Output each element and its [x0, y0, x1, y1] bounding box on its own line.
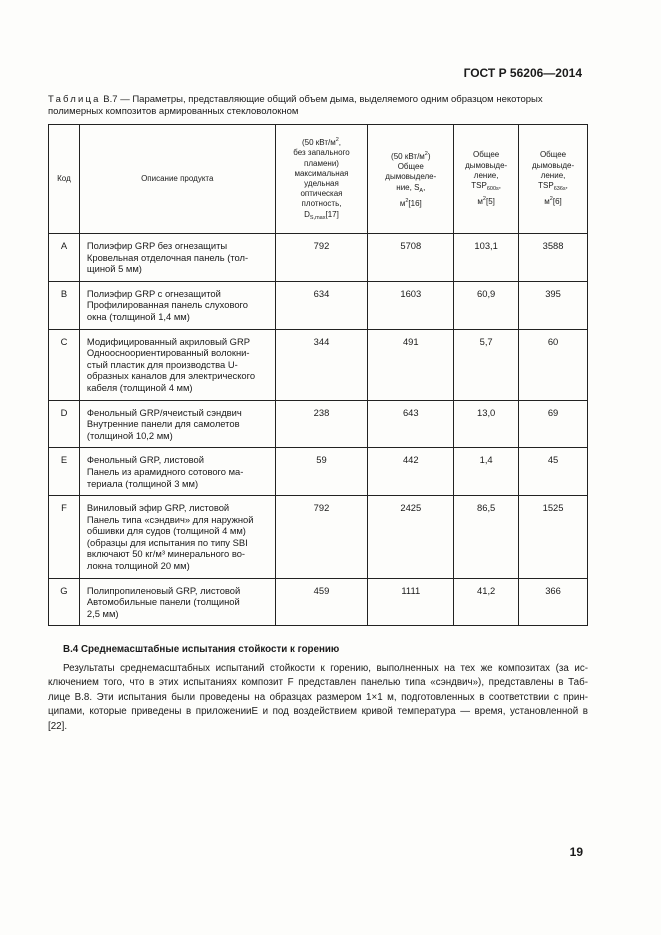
row-code-cell: G: [49, 578, 80, 626]
row-tsp636-cell: 1525: [519, 496, 588, 579]
row-description-cell: [79, 448, 275, 496]
table-row: [49, 448, 588, 496]
table-row: [49, 281, 588, 329]
row-optical-density-cell: 459: [275, 578, 368, 626]
description-line: окна (толщиной 1,4 мм): [86, 310, 190, 322]
row-optical-density-cell: 634: [275, 281, 368, 329]
row-tsp600-cell: 5,7: [454, 329, 519, 400]
description-line: Кровельная отделочная панель (тол-: [86, 251, 249, 263]
table-row: [49, 329, 588, 400]
table-caption: [48, 94, 588, 118]
header-optical-density: (50 кВт/$м^2$, без запального пламени) максимальная удельная оптическая плотность, $D_{S,max}[17]$: [275, 125, 368, 234]
description-line: обшивки для судов (толщиной 4 мм): [86, 525, 246, 537]
row-tsp636-cell: 366: [519, 578, 588, 626]
row-tsp636-cell: 45: [519, 448, 588, 496]
row-tsp636-cell: 60: [519, 329, 588, 400]
header-tsp-600s: Общее дымовыде- ление, $TSP_{600s}$, $м^2[5]$: [454, 125, 519, 234]
row-code-cell: C: [49, 329, 80, 400]
paragraph-line: Результаты среднемасштабных испытаний стойкости к горению, выполненных на тех же композитах (за ис-: [63, 663, 588, 674]
section-paragraph: [48, 662, 588, 734]
caption-label: Таблица: [48, 94, 101, 105]
row-tsp600-cell: 103,1: [454, 234, 519, 282]
row-code-cell: E: [49, 448, 80, 496]
section-title: В.4 Среднемасштабные испытания стойкости к горению: [63, 644, 340, 655]
row-code-cell: F: [49, 496, 80, 579]
description-line: включают 50 кг/м³ минерального во-: [86, 548, 246, 560]
row-total-smoke-cell: 643: [368, 400, 454, 448]
row-total-smoke-cell: 2425: [368, 496, 454, 579]
row-optical-density-cell: 792: [275, 496, 368, 579]
row-tsp600-cell: 41,2: [454, 578, 519, 626]
header-code: Код: [49, 125, 80, 234]
document-code: ГОСТ Р 56206—2014: [463, 66, 582, 80]
description-line: Автомобильные панели (толщиной: [86, 596, 240, 608]
row-description-cell: [79, 329, 275, 400]
table-header-row: [49, 125, 588, 234]
description-line: кабеля (толщиной 4 мм): [86, 381, 193, 393]
description-line: Полиэфир GRP без огнезащиты: [86, 240, 228, 251]
paragraph-line: [22].: [48, 720, 68, 732]
caption-number: В.7: [103, 94, 118, 105]
description-line: Одноосноориентированный волокни-: [86, 347, 250, 359]
description-line: Модифицированный акриловый GRP: [86, 335, 250, 347]
table-row: [49, 400, 588, 448]
description-line: Панель типа «сэндвич» для наружной: [86, 513, 254, 525]
row-description-cell: [79, 400, 275, 448]
description-line: щиной 5 мм): [86, 263, 142, 275]
row-tsp600-cell: 13,0: [454, 400, 519, 448]
row-total-smoke-cell: 1111: [368, 578, 454, 626]
row-tsp600-cell: 1,4: [454, 448, 519, 496]
paragraph-line: ципами, которые приведены в приложенииЕ и под воздействием кривой температура — время, установленной в: [48, 706, 588, 718]
row-code-cell: A: [49, 234, 80, 282]
description-line: Фенольный GRP, листовой: [86, 454, 204, 466]
row-total-smoke-cell: 442: [368, 448, 454, 496]
description-line: Полиэфир GRP с огнезащитой: [86, 287, 221, 299]
page-number: 19: [569, 845, 583, 859]
table-row: [49, 578, 588, 626]
description-line: образных каналов для электрического: [86, 370, 256, 382]
row-total-smoke-cell: 491: [368, 329, 454, 400]
row-description-cell: [79, 281, 275, 329]
smoke-parameters-table: [48, 124, 588, 626]
row-tsp600-cell: 60,9: [454, 281, 519, 329]
description-line: (толщиной 10,2 мм): [86, 429, 173, 441]
description-line: Фенольный GRP/ячеистый сэндвич: [86, 406, 242, 418]
row-optical-density-cell: 344: [275, 329, 368, 400]
row-optical-density-cell: 792: [275, 234, 368, 282]
header-description: Описание продукта: [79, 125, 275, 234]
description-line: Панель из арамидного сотового ма-: [86, 465, 244, 477]
row-description-cell: [79, 496, 275, 579]
caption-text-line1: — Параметры, представляющие общий объем дыма, выделяемого одним образцом некоторых: [120, 94, 543, 105]
row-tsp636-cell: 69: [519, 400, 588, 448]
caption-text-line2: полимерных композитов армированных стекловолокном: [48, 106, 299, 117]
header-tsp-636s: Общее дымовыде- ление, $TSP_{636s}$, $м^2[6]$: [519, 125, 588, 234]
row-code-cell: B: [49, 281, 80, 329]
row-tsp636-cell: 395: [519, 281, 588, 329]
row-total-smoke-cell: 1603: [368, 281, 454, 329]
row-tsp600-cell: 86,5: [454, 496, 519, 579]
paragraph-line: лице В.8. Эти испытания были проведены на образцах размером 1×1 м, подготовленных в соответствии с прин-: [48, 691, 588, 703]
description-line: Полипропиленовый GRP, листовой: [86, 584, 241, 596]
description-line: (образцы для испытания по типу SBI: [86, 536, 248, 548]
row-optical-density-cell: 238: [275, 400, 368, 448]
description-line: 2,5 мм): [86, 607, 119, 619]
row-optical-density-cell: 59: [275, 448, 368, 496]
row-total-smoke-cell: 5708: [368, 234, 454, 282]
description-line: Внутренние панели для самолетов: [86, 418, 240, 430]
table-row: [49, 234, 588, 282]
description-line: Профилированная панель слухового: [86, 299, 248, 311]
description-line: стый пластик для производства U-: [86, 358, 238, 370]
row-code-cell: D: [49, 400, 80, 448]
paragraph-line: ключением того, что в этих испытаниях композит F представлен панелью типа «сэндвич»), представлены в Таб-: [48, 677, 588, 689]
table-row: [49, 496, 588, 579]
header-total-smoke-sa: (50 кВт/$м^2$) Общее дымовыделе- ние, $S_A$, $м^2[16]$: [368, 125, 454, 234]
description-line: локна толщиной 20 мм): [86, 560, 190, 572]
row-tsp636-cell: 3588: [519, 234, 588, 282]
row-description-cell: [79, 578, 275, 626]
row-description-cell: [79, 234, 275, 282]
description-line: Виниловый эфир GRP, листовой: [86, 502, 230, 514]
description-line: териала (толщиной 3 мм): [86, 477, 199, 489]
